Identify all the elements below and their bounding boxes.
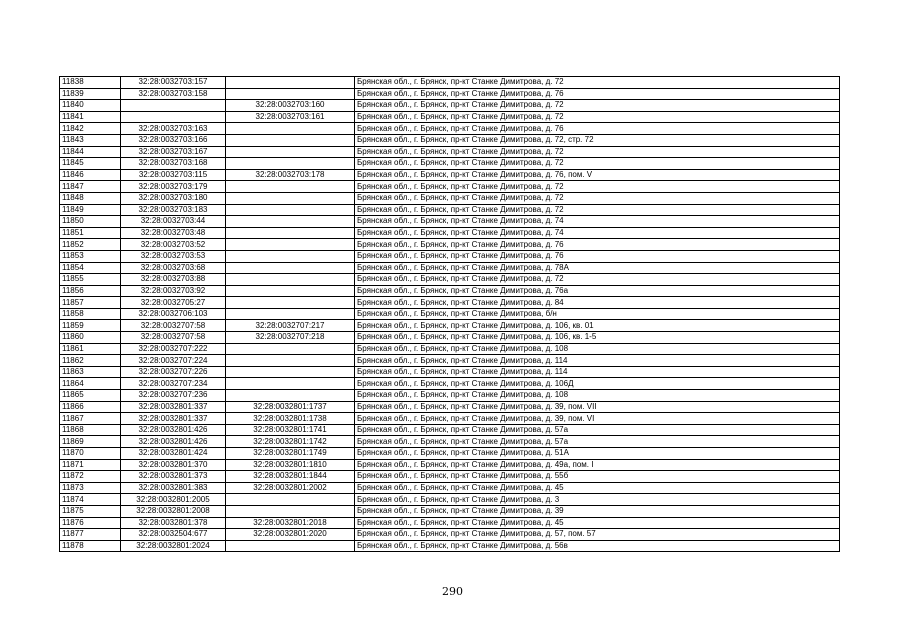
row-number-cell: 11872 <box>60 471 121 483</box>
row-number-cell: 11870 <box>60 448 121 460</box>
table-row <box>60 540 840 552</box>
cadastral-number-cell: 32:28:0032504:677 <box>121 529 226 541</box>
cadastral-number-cell: 32:28:0032707:222 <box>121 343 226 355</box>
row-number-cell: 11855 <box>60 274 121 286</box>
related-cadastral-number-cell: 32:28:0032801:2020 <box>226 529 355 541</box>
row-number-cell: 11847 <box>60 181 121 193</box>
table-row <box>60 413 840 425</box>
related-cadastral-number-cell: 32:28:0032801:1844 <box>226 471 355 483</box>
table-row <box>60 250 840 262</box>
cadastral-number-cell: 32:28:0032703:158 <box>121 88 226 100</box>
cadastral-number-cell: 32:28:0032801:426 <box>121 424 226 436</box>
related-cadastral-number-cell <box>226 158 355 170</box>
cadastral-number-cell: 32:28:0032707:236 <box>121 390 226 402</box>
table-row <box>60 494 840 506</box>
table-row <box>60 390 840 402</box>
row-number-cell: 11874 <box>60 494 121 506</box>
related-cadastral-number-cell: 32:28:0032801:2018 <box>226 517 355 529</box>
row-number-cell: 11845 <box>60 158 121 170</box>
address-cell: Брянская обл., г. Брянск, пр-кт Станке Димитрова, д. 106, кв. 1-5 <box>355 332 840 344</box>
table-row <box>60 192 840 204</box>
table-row <box>60 158 840 170</box>
cadastral-number-cell: 32:28:0032703:183 <box>121 204 226 216</box>
row-number-cell: 11838 <box>60 77 121 89</box>
cadastral-number-cell: 32:28:0032703:88 <box>121 274 226 286</box>
cadastral-number-cell: 32:28:0032801:378 <box>121 517 226 529</box>
related-cadastral-number-cell <box>226 494 355 506</box>
cadastral-number-cell: 32:28:0032703:92 <box>121 285 226 297</box>
table-row <box>60 529 840 541</box>
address-cell: Брянская обл., г. Брянск, пр-кт Станке Димитрова, д. 78А <box>355 262 840 274</box>
address-cell: Брянская обл., г. Брянск, пр-кт Станке Димитрова, д. 74 <box>355 227 840 239</box>
table-row <box>60 378 840 390</box>
row-number-cell: 11864 <box>60 378 121 390</box>
address-cell: Брянская обл., г. Брянск, пр-кт Станке Димитрова, д. 114 <box>355 366 840 378</box>
table-row <box>60 332 840 344</box>
cadastral-number-cell: 32:28:0032705:27 <box>121 297 226 309</box>
address-cell: Брянская обл., г. Брянск, пр-кт Станке Димитрова, д. 57, пом. 57 <box>355 529 840 541</box>
cadastral-number-cell: 32:28:0032707:58 <box>121 332 226 344</box>
related-cadastral-number-cell <box>226 390 355 402</box>
row-number-cell: 11873 <box>60 482 121 494</box>
cadastral-number-cell: 32:28:0032801:426 <box>121 436 226 448</box>
cadastral-number-cell: 32:28:0032703:168 <box>121 158 226 170</box>
related-cadastral-number-cell: 32:28:0032707:217 <box>226 320 355 332</box>
related-cadastral-number-cell <box>226 250 355 262</box>
cadastral-number-cell: 32:28:0032703:115 <box>121 169 226 181</box>
related-cadastral-number-cell <box>226 297 355 309</box>
cadastral-number-cell: 32:28:0032703:48 <box>121 227 226 239</box>
related-cadastral-number-cell <box>226 540 355 552</box>
row-number-cell: 11875 <box>60 505 121 517</box>
table-row <box>60 134 840 146</box>
related-cadastral-number-cell: 32:28:0032703:178 <box>226 169 355 181</box>
address-cell: Брянская обл., г. Брянск, пр-кт Станке Димитрова, д. 72 <box>355 158 840 170</box>
related-cadastral-number-cell: 32:28:0032801:1810 <box>226 459 355 471</box>
table-row <box>60 169 840 181</box>
table-row <box>60 517 840 529</box>
address-cell: Брянская обл., г. Брянск, пр-кт Станке Димитрова, д. 39, пом. VII <box>355 401 840 413</box>
address-cell: Брянская обл., г. Брянск, пр-кт Станке Димитрова, д. 51А <box>355 448 840 460</box>
address-cell: Брянская обл., г. Брянск, пр-кт Станке Димитрова, д. 3 <box>355 494 840 506</box>
related-cadastral-number-cell <box>226 378 355 390</box>
related-cadastral-number-cell <box>226 146 355 158</box>
row-number-cell: 11862 <box>60 355 121 367</box>
table-row <box>60 88 840 100</box>
table-row <box>60 482 840 494</box>
related-cadastral-number-cell: 32:28:0032703:161 <box>226 111 355 123</box>
related-cadastral-number-cell: 32:28:0032801:1738 <box>226 413 355 425</box>
row-number-cell: 11857 <box>60 297 121 309</box>
address-cell: Брянская обл., г. Брянск, пр-кт Станке Димитрова, д. 106, кв. 01 <box>355 320 840 332</box>
address-cell: Брянская обл., г. Брянск, пр-кт Станке Димитрова, д. 39, пом. VI <box>355 413 840 425</box>
address-cell: Брянская обл., г. Брянск, пр-кт Станке Димитрова, д. 55б <box>355 471 840 483</box>
cadastral-number-cell: 32:28:0032801:337 <box>121 401 226 413</box>
cadastral-number-cell: 32:28:0032707:234 <box>121 378 226 390</box>
page-number: 290 <box>442 585 463 598</box>
address-cell: Брянская обл., г. Брянск, пр-кт Станке Димитрова, д. 76 <box>355 250 840 262</box>
table-row <box>60 459 840 471</box>
row-number-cell: 11861 <box>60 343 121 355</box>
table-row <box>60 77 840 89</box>
related-cadastral-number-cell <box>226 77 355 89</box>
cadastral-number-cell: 32:28:0032706:103 <box>121 308 226 320</box>
row-number-cell: 11854 <box>60 262 121 274</box>
row-number-cell: 11844 <box>60 146 121 158</box>
row-number-cell: 11840 <box>60 100 121 112</box>
table-row <box>60 285 840 297</box>
row-number-cell: 11868 <box>60 424 121 436</box>
related-cadastral-number-cell <box>226 216 355 228</box>
related-cadastral-number-cell <box>226 88 355 100</box>
table-row <box>60 366 840 378</box>
table-row <box>60 505 840 517</box>
table-row <box>60 146 840 158</box>
related-cadastral-number-cell: 32:28:0032703:160 <box>226 100 355 112</box>
table-row <box>60 436 840 448</box>
related-cadastral-number-cell <box>226 134 355 146</box>
row-number-cell: 11869 <box>60 436 121 448</box>
table-row <box>60 100 840 112</box>
related-cadastral-number-cell <box>226 343 355 355</box>
property-registry-table <box>59 76 840 552</box>
row-number-cell: 11848 <box>60 192 121 204</box>
related-cadastral-number-cell: 32:28:0032801:2002 <box>226 482 355 494</box>
row-number-cell: 11842 <box>60 123 121 135</box>
row-number-cell: 11876 <box>60 517 121 529</box>
related-cadastral-number-cell: 32:28:0032801:1737 <box>226 401 355 413</box>
related-cadastral-number-cell <box>226 366 355 378</box>
related-cadastral-number-cell <box>226 274 355 286</box>
row-number-cell: 11852 <box>60 239 121 251</box>
row-number-cell: 11867 <box>60 413 121 425</box>
related-cadastral-number-cell <box>226 181 355 193</box>
cadastral-number-cell: 32:28:0032801:2024 <box>121 540 226 552</box>
related-cadastral-number-cell <box>226 192 355 204</box>
table-row <box>60 308 840 320</box>
table-row <box>60 227 840 239</box>
row-number-cell: 11839 <box>60 88 121 100</box>
row-number-cell: 11846 <box>60 169 121 181</box>
row-number-cell: 11853 <box>60 250 121 262</box>
related-cadastral-number-cell: 32:28:0032801:1741 <box>226 424 355 436</box>
address-cell: Брянская обл., г. Брянск, пр-кт Станке Димитрова, д. 72 <box>355 181 840 193</box>
row-number-cell: 11866 <box>60 401 121 413</box>
cadastral-number-cell: 32:28:0032703:53 <box>121 250 226 262</box>
row-number-cell: 11859 <box>60 320 121 332</box>
related-cadastral-number-cell: 32:28:0032801:1749 <box>226 448 355 460</box>
row-number-cell: 11850 <box>60 216 121 228</box>
address-cell: Брянская обл., г. Брянск, пр-кт Станке Димитрова, д. 57а <box>355 424 840 436</box>
cadastral-number-cell: 32:28:0032801:370 <box>121 459 226 471</box>
address-cell: Брянская обл., г. Брянск, пр-кт Станке Димитрова, д. 72 <box>355 146 840 158</box>
related-cadastral-number-cell <box>226 285 355 297</box>
address-cell: Брянская обл., г. Брянск, пр-кт Станке Димитрова, д. 72 <box>355 111 840 123</box>
related-cadastral-number-cell: 32:28:0032707:218 <box>226 332 355 344</box>
table-row <box>60 123 840 135</box>
address-cell: Брянская обл., г. Брянск, пр-кт Станке Димитрова, д. 108 <box>355 343 840 355</box>
table-row <box>60 320 840 332</box>
row-number-cell: 11841 <box>60 111 121 123</box>
address-cell: Брянская обл., г. Брянск, пр-кт Станке Димитрова, д. 72 <box>355 204 840 216</box>
row-number-cell: 11878 <box>60 540 121 552</box>
cadastral-number-cell: 32:28:0032707:224 <box>121 355 226 367</box>
cadastral-number-cell: 32:28:0032703:52 <box>121 239 226 251</box>
cadastral-number-cell: 32:28:0032801:337 <box>121 413 226 425</box>
row-number-cell: 11860 <box>60 332 121 344</box>
cadastral-number-cell: 32:28:0032703:167 <box>121 146 226 158</box>
related-cadastral-number-cell <box>226 239 355 251</box>
cadastral-number-cell: 32:28:0032703:180 <box>121 192 226 204</box>
table-row <box>60 274 840 286</box>
row-number-cell: 11871 <box>60 459 121 471</box>
address-cell: Брянская обл., г. Брянск, пр-кт Станке Димитрова, д. 72 <box>355 192 840 204</box>
cadastral-number-cell: 32:28:0032703:179 <box>121 181 226 193</box>
registry-table-body <box>60 77 840 552</box>
address-cell: Брянская обл., г. Брянск, пр-кт Станке Димитрова, д. 45 <box>355 482 840 494</box>
address-cell: Брянская обл., г. Брянск, пр-кт Станке Димитрова, д. 76, пом. V <box>355 169 840 181</box>
address-cell: Брянская обл., г. Брянск, пр-кт Станке Димитрова, д. 76а <box>355 285 840 297</box>
address-cell: Брянская обл., г. Брянск, пр-кт Станке Димитрова, д. 49а, пом. I <box>355 459 840 471</box>
related-cadastral-number-cell <box>226 505 355 517</box>
related-cadastral-number-cell <box>226 123 355 135</box>
address-cell: Брянская обл., г. Брянск, пр-кт Станке Димитрова, д. 56в <box>355 540 840 552</box>
address-cell: Брянская обл., г. Брянск, пр-кт Станке Димитрова, б/н <box>355 308 840 320</box>
related-cadastral-number-cell <box>226 355 355 367</box>
address-cell: Брянская обл., г. Брянск, пр-кт Станке Димитрова, д. 72 <box>355 100 840 112</box>
table-row <box>60 297 840 309</box>
table-row <box>60 471 840 483</box>
row-number-cell: 11843 <box>60 134 121 146</box>
row-number-cell: 11877 <box>60 529 121 541</box>
related-cadastral-number-cell: 32:28:0032801:1742 <box>226 436 355 448</box>
cadastral-number-cell <box>121 100 226 112</box>
cadastral-number-cell: 32:28:0032801:373 <box>121 471 226 483</box>
cadastral-number-cell: 32:28:0032703:166 <box>121 134 226 146</box>
table-row <box>60 262 840 274</box>
address-cell: Брянская обл., г. Брянск, пр-кт Станке Димитрова, д. 76 <box>355 88 840 100</box>
cadastral-number-cell: 32:28:0032703:44 <box>121 216 226 228</box>
related-cadastral-number-cell <box>226 227 355 239</box>
table-row <box>60 181 840 193</box>
table-row <box>60 355 840 367</box>
related-cadastral-number-cell <box>226 262 355 274</box>
cadastral-number-cell: 32:28:0032703:68 <box>121 262 226 274</box>
row-number-cell: 11856 <box>60 285 121 297</box>
table-row <box>60 448 840 460</box>
cadastral-number-cell: 32:28:0032707:226 <box>121 366 226 378</box>
cadastral-number-cell: 32:28:0032703:163 <box>121 123 226 135</box>
address-cell: Брянская обл., г. Брянск, пр-кт Станке Димитрова, д. 106Д <box>355 378 840 390</box>
row-number-cell: 11863 <box>60 366 121 378</box>
related-cadastral-number-cell <box>226 204 355 216</box>
table-row <box>60 239 840 251</box>
table-row <box>60 111 840 123</box>
address-cell: Брянская обл., г. Брянск, пр-кт Станке Димитрова, д. 76 <box>355 123 840 135</box>
table-row <box>60 401 840 413</box>
address-cell: Брянская обл., г. Брянск, пр-кт Станке Димитрова, д. 72, стр. 72 <box>355 134 840 146</box>
cadastral-number-cell: 32:28:0032703:157 <box>121 77 226 89</box>
address-cell: Брянская обл., г. Брянск, пр-кт Станке Димитрова, д. 57а <box>355 436 840 448</box>
table-row <box>60 343 840 355</box>
address-cell: Брянская обл., г. Брянск, пр-кт Станке Димитрова, д. 45 <box>355 517 840 529</box>
address-cell: Брянская обл., г. Брянск, пр-кт Станке Димитрова, д. 84 <box>355 297 840 309</box>
table-row <box>60 216 840 228</box>
row-number-cell: 11865 <box>60 390 121 402</box>
row-number-cell: 11858 <box>60 308 121 320</box>
address-cell: Брянская обл., г. Брянск, пр-кт Станке Димитрова, д. 74 <box>355 216 840 228</box>
address-cell: Брянская обл., г. Брянск, пр-кт Станке Димитрова, д. 39 <box>355 505 840 517</box>
cadastral-number-cell <box>121 111 226 123</box>
cadastral-number-cell: 32:28:0032707:58 <box>121 320 226 332</box>
address-cell: Брянская обл., г. Брянск, пр-кт Станке Димитрова, д. 114 <box>355 355 840 367</box>
address-cell: Брянская обл., г. Брянск, пр-кт Станке Димитрова, д. 72 <box>355 77 840 89</box>
table-row <box>60 204 840 216</box>
cadastral-number-cell: 32:28:0032801:2008 <box>121 505 226 517</box>
address-cell: Брянская обл., г. Брянск, пр-кт Станке Димитрова, д. 76 <box>355 239 840 251</box>
address-cell: Брянская обл., г. Брянск, пр-кт Станке Димитрова, д. 108 <box>355 390 840 402</box>
row-number-cell: 11851 <box>60 227 121 239</box>
table-row <box>60 424 840 436</box>
row-number-cell: 11849 <box>60 204 121 216</box>
cadastral-number-cell: 32:28:0032801:383 <box>121 482 226 494</box>
cadastral-number-cell: 32:28:0032801:424 <box>121 448 226 460</box>
address-cell: Брянская обл., г. Брянск, пр-кт Станке Димитрова, д. 72 <box>355 274 840 286</box>
related-cadastral-number-cell <box>226 308 355 320</box>
cadastral-number-cell: 32:28:0032801:2005 <box>121 494 226 506</box>
